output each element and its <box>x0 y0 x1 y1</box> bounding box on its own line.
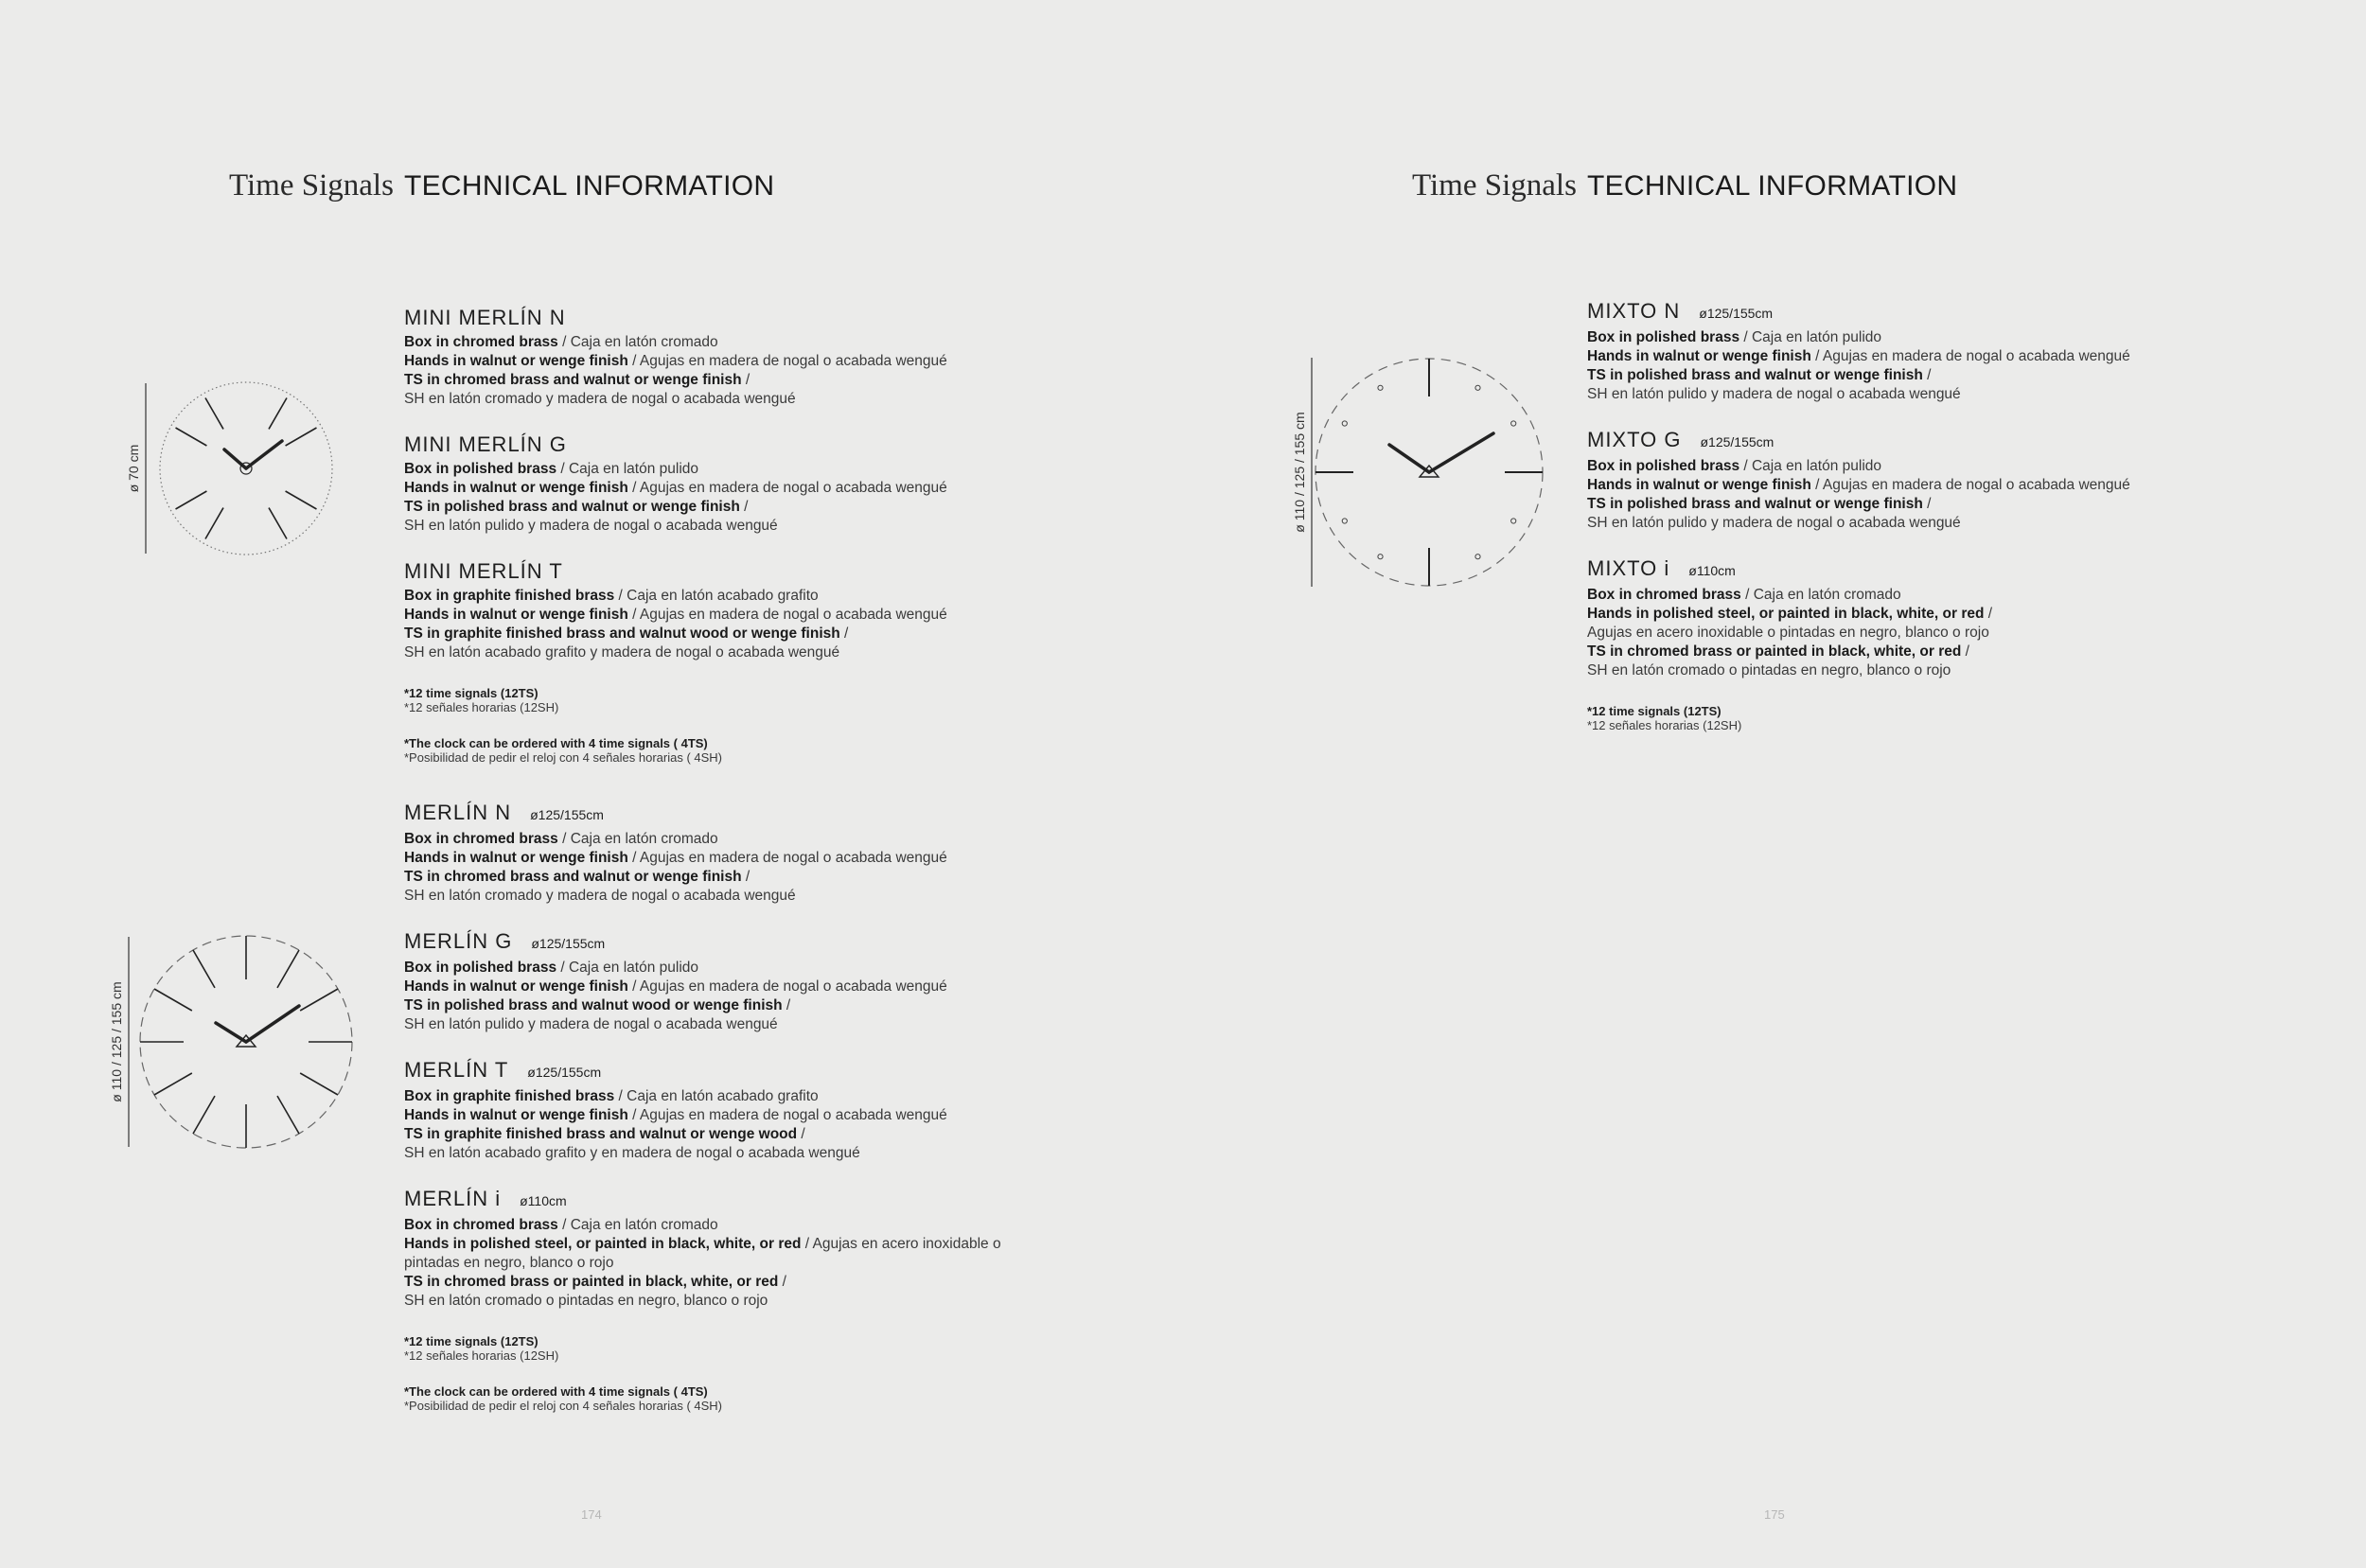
spec-english: Hands in walnut or wenge finish <box>404 607 628 623</box>
product-size: ø125/155cm <box>530 807 604 822</box>
footnote <box>404 1334 1086 1363</box>
product-size: ø110cm <box>520 1193 567 1208</box>
notes <box>1587 704 2269 732</box>
product-title <box>1587 428 2269 454</box>
spec-english: Hands in walnut or wenge finish <box>404 850 628 866</box>
spec-english: Hands in walnut or wenge finish <box>404 1107 628 1123</box>
spec-line <box>404 1144 1086 1163</box>
time-signal-1 <box>277 950 299 988</box>
spec-spanish: / Agujas en madera de nogal o acabada wengué <box>627 607 947 623</box>
product-list <box>404 306 1086 662</box>
spec-english: Box in chromed brass <box>1587 587 1741 603</box>
spec-line <box>404 333 1086 352</box>
spec-english: TS in graphite finished brass and walnut or wenge wood <box>404 1126 798 1142</box>
time-signal-11 <box>205 398 223 430</box>
product-spec <box>404 801 1086 906</box>
spec-line <box>404 1292 1086 1311</box>
dimension-label: ø 110 / 125 / 155 cm <box>109 981 124 1102</box>
merlin-section <box>404 801 1086 1413</box>
spec-spanish: SH en latón cromado o pintadas en negro, blanco o rojo <box>1587 662 1951 678</box>
spec-spanish: / <box>1984 606 1993 622</box>
spec-spanish: / <box>778 1274 786 1290</box>
brand-name: Time Signals <box>229 168 394 203</box>
spec-spanish: / <box>782 997 791 1013</box>
footnote <box>1587 704 2269 732</box>
product-list <box>1587 299 2269 680</box>
dimension-label: ø 70 cm <box>126 444 141 493</box>
minor-marker-8 <box>1342 519 1347 523</box>
spec-line <box>1587 624 2269 643</box>
minor-marker-7 <box>1378 555 1383 559</box>
spec-line <box>404 887 1086 906</box>
spec-spanish: / Agujas en madera de nogal o acabada wengué <box>627 1107 947 1123</box>
spec-english: Hands in polished steel, or painted in black, white, or red <box>1587 606 1985 622</box>
spec-line <box>1587 385 2269 404</box>
spec-spanish: / Caja en latón pulido <box>1739 458 1881 474</box>
time-signal-8 <box>176 491 207 509</box>
spec-line <box>404 371 1086 390</box>
mini-merlin-section <box>404 306 1086 765</box>
mixto-section <box>1587 299 2269 732</box>
minute-hand <box>246 441 282 468</box>
footnote-english: *12 time signals (12TS) <box>404 1334 539 1348</box>
spec-line <box>1587 514 2269 533</box>
spec-line <box>404 1235 1086 1254</box>
product-title <box>404 1058 1086 1084</box>
product-title <box>404 929 1086 956</box>
time-signal-11 <box>193 950 215 988</box>
spec-spanish: / Agujas en madera de nogal o acabada wengué <box>627 480 947 496</box>
spec-line <box>404 498 1086 517</box>
spec-english: Box in polished brass <box>1587 329 1740 345</box>
product-name: MERLÍN i <box>404 1187 502 1210</box>
spec-line <box>404 959 1086 978</box>
spec-spanish: Agujas en acero inoxidable o pintadas en negro, blanco o rojo <box>1587 625 1989 641</box>
spec-line <box>1587 661 2269 680</box>
footnote-english: *The clock can be ordered with 4 time signals ( 4TS) <box>404 1384 708 1399</box>
spec-english: TS in chromed brass or painted in black, white, or red <box>404 1274 779 1290</box>
spec-line <box>404 1087 1086 1106</box>
spec-spanish: / <box>1961 643 1969 660</box>
spec-english: Box in chromed brass <box>404 831 558 847</box>
spec-spanish: / Caja en latón acabado grafito <box>614 1088 819 1104</box>
spec-spanish: / <box>739 499 749 515</box>
spec-spanish: / Caja en latón pulido <box>556 461 698 477</box>
footnote-spanish: *12 señales horarias (12SH) <box>404 700 559 714</box>
product-spec <box>404 1058 1086 1163</box>
spec-english: Box in chromed brass <box>404 334 558 350</box>
spec-spanish: / <box>741 869 750 885</box>
spec-spanish: / Agujas en madera de nogal o acabada wengué <box>1810 477 2130 493</box>
product-name: MERLÍN T <box>404 1058 509 1082</box>
product-size: ø110cm <box>1688 563 1736 578</box>
minor-marker-4 <box>1511 519 1516 523</box>
spec-spanish: / <box>1922 496 1932 512</box>
product-size: ø125/155cm <box>1699 306 1774 321</box>
page-number: 174 <box>581 1507 602 1522</box>
hour-hand <box>1389 445 1429 472</box>
spec-spanish: / Agujas en acero inoxidable o <box>801 1236 1001 1252</box>
footnote <box>404 736 1086 765</box>
spec-spanish: / Agujas en madera de nogal o acabada wengué <box>627 353 947 369</box>
spec-english: Box in chromed brass <box>404 1217 558 1233</box>
spec-english: Hands in walnut or wenge finish <box>404 480 628 496</box>
minor-marker-11 <box>1378 385 1383 390</box>
spec-line <box>404 517 1086 536</box>
product-spec <box>1587 556 2269 680</box>
hour-hand <box>216 1023 246 1042</box>
footnote-spanish: *Posibilidad de pedir el reloj con 4 señales horarias ( 4SH) <box>404 750 723 765</box>
spec-spanish: / Agujas en madera de nogal o acabada wengué <box>1810 348 2130 364</box>
spec-line <box>404 830 1086 849</box>
footnote-spanish: *12 señales horarias (12SH) <box>404 1348 559 1363</box>
page-title: TECHNICAL INFORMATION <box>1587 170 1958 202</box>
spec-english: TS in graphite finished brass and walnut wood or wenge finish <box>404 625 840 642</box>
spec-spanish: SH en latón pulido y madera de nogal o acabada wengué <box>1587 386 1961 402</box>
right-page <box>1183 0 2366 1568</box>
spec-line <box>404 606 1086 625</box>
spec-english: TS in polished brass and walnut or wenge finish <box>404 499 740 515</box>
time-signal-5 <box>269 508 287 539</box>
time-signal-4 <box>300 1073 338 1095</box>
spec-spanish: / <box>797 1126 805 1142</box>
footnote-spanish: *Posibilidad de pedir el reloj con 4 señales horarias ( 4SH) <box>404 1399 723 1413</box>
spec-english: TS in polished brass and walnut wood or wenge finish <box>404 997 783 1013</box>
spec-spanish: SH en latón acabado grafito y madera de nogal o acabada wengué <box>404 644 840 661</box>
spec-english: Hands in walnut or wenge finish <box>404 353 628 369</box>
time-signal-4 <box>286 491 317 509</box>
spec-spanish: pintadas en negro, blanco o rojo <box>404 1255 614 1271</box>
product-name: MERLÍN G <box>404 929 513 953</box>
product-spec <box>404 1187 1086 1311</box>
spec-line <box>1587 366 2269 385</box>
product-name: MINI MERLÍN G <box>404 432 567 456</box>
spec-spanish: SH en latón cromado y madera de nogal o acabada wengué <box>404 391 796 407</box>
dimension-label: ø 110 / 125 / 155 cm <box>1292 412 1307 533</box>
spec-line <box>1587 495 2269 514</box>
spec-english: Hands in walnut or wenge finish <box>1587 348 1811 364</box>
spec-spanish: SH en latón pulido y madera de nogal o acabada wengué <box>404 518 778 534</box>
spec-line <box>404 460 1086 479</box>
page-number: 175 <box>1764 1507 1785 1522</box>
spec-spanish: SH en latón pulido y madera de nogal o acabada wengué <box>404 1016 778 1032</box>
spec-spanish: / Caja en latón cromado <box>557 334 718 350</box>
spec-english: Hands in walnut or wenge finish <box>1587 477 1811 493</box>
spec-spanish: SH en latón cromado o pintadas en negro, blanco o rojo <box>404 1293 768 1309</box>
product-name: MINI MERLÍN N <box>404 306 566 329</box>
minor-marker-2 <box>1511 421 1516 426</box>
product-spec <box>404 929 1086 1034</box>
spec-line <box>404 352 1086 371</box>
time-signal-2 <box>300 989 338 1011</box>
product-name: MIXTO G <box>1587 428 1682 451</box>
spec-spanish: / Caja en latón cromado <box>557 1217 718 1233</box>
footnote <box>404 686 1086 714</box>
spec-spanish: SH en latón pulido y madera de nogal o acabada wengué <box>1587 515 1961 531</box>
product-spec <box>404 432 1086 536</box>
spec-line <box>404 1216 1086 1235</box>
notes <box>404 686 1086 765</box>
spec-line <box>404 479 1086 498</box>
spec-spanish: SH en latón acabado grafito y en madera de nogal o acabada wengué <box>404 1145 860 1161</box>
product-size: ø125/155cm <box>531 936 606 951</box>
time-signal-1 <box>269 398 287 430</box>
spec-line <box>1587 586 2269 605</box>
spec-line <box>1587 643 2269 661</box>
time-signal-7 <box>205 508 223 539</box>
product-title <box>404 432 1086 457</box>
spec-english: Box in polished brass <box>404 960 557 976</box>
product-title <box>1587 556 2269 583</box>
spec-line <box>404 1125 1086 1144</box>
spec-spanish: / <box>1922 367 1932 383</box>
product-title <box>404 801 1086 827</box>
spec-english: Hands in walnut or wenge finish <box>404 978 628 995</box>
time-signal-8 <box>154 1073 192 1095</box>
spec-english: Box in polished brass <box>1587 458 1740 474</box>
spec-english: TS in polished brass and walnut or wenge finish <box>1587 496 1923 512</box>
time-signal-7 <box>193 1096 215 1134</box>
product-title <box>404 1187 1086 1213</box>
spec-english: TS in polished brass and walnut or wenge finish <box>1587 367 1923 383</box>
spec-line <box>1587 605 2269 624</box>
product-spec <box>404 559 1086 662</box>
page-title: TECHNICAL INFORMATION <box>404 170 775 202</box>
mixto-clock-drawing <box>1287 355 1552 591</box>
product-title <box>404 306 1086 330</box>
spec-line <box>1587 347 2269 366</box>
product-name: MIXTO i <box>1587 556 1670 580</box>
spec-english: Box in polished brass <box>404 461 557 477</box>
time-signal-10 <box>154 989 192 1011</box>
time-signal-5 <box>277 1096 299 1134</box>
minute-hand <box>246 1006 299 1042</box>
spec-line <box>404 390 1086 409</box>
time-signal-10 <box>176 428 207 446</box>
spec-line <box>404 1254 1086 1273</box>
spec-english: TS in chromed brass and walnut or wenge finish <box>404 372 742 388</box>
footnote-english: *12 time signals (12TS) <box>1587 704 1722 718</box>
spec-spanish: / <box>741 372 750 388</box>
spec-line <box>404 996 1086 1015</box>
spec-line <box>404 587 1086 606</box>
minor-marker-1 <box>1475 385 1480 390</box>
merlin-clock-drawing <box>104 927 369 1154</box>
hour-hand <box>224 449 246 468</box>
spec-spanish: / Caja en latón pulido <box>1739 329 1881 345</box>
product-spec <box>404 306 1086 409</box>
footnote <box>404 1384 1086 1413</box>
product-title <box>404 559 1086 584</box>
spec-english: TS in chromed brass and walnut or wenge finish <box>404 869 742 885</box>
spec-spanish: / Caja en latón pulido <box>556 960 698 976</box>
minor-marker-5 <box>1475 555 1480 559</box>
spec-english: Box in graphite finished brass <box>404 588 615 604</box>
spec-line <box>404 978 1086 996</box>
product-spec <box>1587 428 2269 533</box>
spec-spanish: / <box>839 625 849 642</box>
footnote-spanish: *12 señales horarias (12SH) <box>1587 718 1742 732</box>
spec-english: TS in chromed brass or painted in black, white, or red <box>1587 643 1962 660</box>
spec-line <box>404 1273 1086 1292</box>
footnote-english: *12 time signals (12TS) <box>404 686 539 700</box>
spec-spanish: / Agujas en madera de nogal o acabada wengué <box>627 978 947 995</box>
footnote-english: *The clock can be ordered with 4 time signals ( 4TS) <box>404 736 708 750</box>
spec-spanish: / Caja en latón cromado <box>1740 587 1901 603</box>
spec-spanish: / Caja en latón cromado <box>557 831 718 847</box>
product-title <box>1587 299 2269 326</box>
notes <box>404 1334 1086 1413</box>
spec-line <box>1587 328 2269 347</box>
spec-line <box>404 1015 1086 1034</box>
product-size: ø125/155cm <box>1700 434 1774 449</box>
brand-name: Time Signals <box>1412 168 1577 203</box>
spec-line <box>404 1106 1086 1125</box>
spec-spanish: / Agujas en madera de nogal o acabada wengué <box>627 850 947 866</box>
spec-spanish: SH en latón cromado y madera de nogal o acabada wengué <box>404 888 796 904</box>
product-name: MIXTO N <box>1587 299 1681 323</box>
spec-line <box>404 849 1086 868</box>
time-signal-2 <box>286 428 317 446</box>
product-list <box>404 801 1086 1311</box>
product-size: ø125/155cm <box>527 1065 602 1080</box>
product-spec <box>1587 299 2269 404</box>
mini-merlin-clock-drawing <box>114 374 360 563</box>
spec-english: Hands in polished steel, or painted in black, white, or red <box>404 1236 802 1252</box>
spec-line <box>404 868 1086 887</box>
spec-spanish: / Caja en latón acabado grafito <box>614 588 819 604</box>
product-name: MERLÍN N <box>404 801 512 824</box>
minor-marker-10 <box>1342 421 1347 426</box>
spec-line <box>1587 476 2269 495</box>
minute-hand <box>1429 433 1493 472</box>
spec-line <box>1587 457 2269 476</box>
spec-english: Box in graphite finished brass <box>404 1088 615 1104</box>
spec-line <box>404 643 1086 662</box>
product-name: MINI MERLÍN T <box>404 559 563 583</box>
spec-line <box>404 625 1086 643</box>
